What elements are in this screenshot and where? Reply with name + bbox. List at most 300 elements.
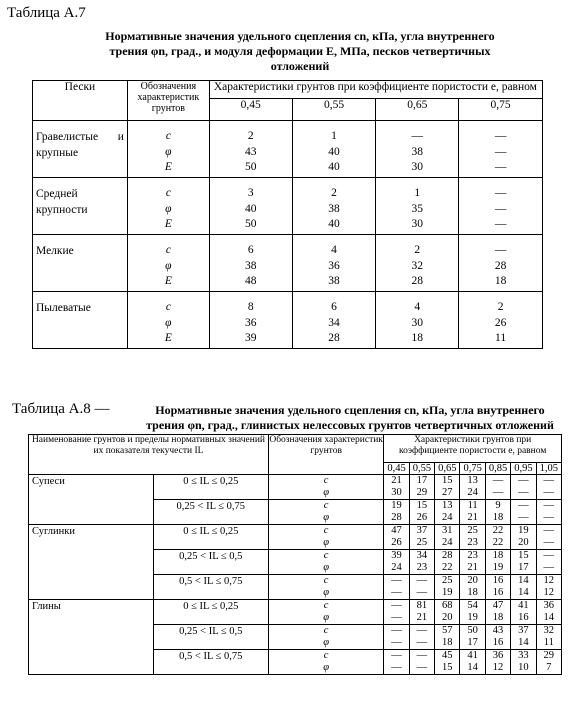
table-a8-sym-cell bbox=[268, 650, 383, 675]
table-a8-value-cell bbox=[536, 650, 561, 675]
table-a7-sym: E bbox=[164, 275, 172, 287]
table-a8-value-cell bbox=[485, 575, 510, 600]
table-a8-sym-cell bbox=[268, 600, 383, 625]
table-a7-value-cell bbox=[292, 178, 376, 235]
table-a8-value: — bbox=[416, 637, 428, 648]
table-a8-value-cell bbox=[460, 625, 485, 650]
table-a8-value: 16 bbox=[492, 575, 504, 586]
table-a8-value-cell bbox=[384, 650, 409, 675]
table-a7-sand-name: Средней крупности bbox=[33, 178, 128, 235]
table-a8-e-value: 0,65 bbox=[435, 463, 460, 475]
table-a8-value-cell bbox=[485, 500, 510, 525]
table-a8-value-cell bbox=[384, 500, 409, 525]
table-a8-value: 14 bbox=[467, 662, 478, 673]
table-a8-value: 81 bbox=[416, 600, 428, 611]
table-a8-value: 32 bbox=[543, 625, 555, 636]
table-a8-value-cell bbox=[511, 625, 536, 650]
table-a8-value-cell bbox=[384, 600, 409, 625]
table-a8-value: 28 bbox=[442, 550, 453, 561]
table-a8-sym: c bbox=[323, 525, 329, 536]
table-a7-value: 35 bbox=[411, 202, 424, 215]
table-a8-range: 0 ≤ IL ≤ 0,25 bbox=[153, 475, 268, 500]
table-a8-sym: c bbox=[323, 500, 329, 511]
table-a7-value: 34 bbox=[328, 316, 340, 329]
table-a8-e-value: 1,05 bbox=[536, 463, 561, 475]
table-a8-value: 21 bbox=[416, 612, 428, 623]
table-a8-value: 16 bbox=[492, 637, 504, 648]
table-a8-value-cell bbox=[511, 575, 536, 600]
table-a8-value: — bbox=[492, 487, 504, 498]
table-a8-sym-cell bbox=[268, 575, 383, 600]
table-a8-value-cell bbox=[460, 650, 485, 675]
table-a8-value: 19 bbox=[442, 587, 453, 598]
table-a8-value-cell bbox=[435, 500, 460, 525]
table-a8-value: 25 bbox=[442, 575, 453, 586]
table-a8-value: 19 bbox=[518, 525, 529, 536]
table-a8-value: 21 bbox=[467, 512, 478, 523]
table-a7-value: — bbox=[494, 244, 507, 256]
table-a7-value-cell bbox=[292, 121, 376, 178]
table-a8-value: — bbox=[518, 475, 529, 486]
table-a8-value: 25 bbox=[467, 525, 478, 536]
table-a8-sym: φ bbox=[323, 637, 330, 648]
table-a8-sym: c bbox=[323, 475, 329, 486]
table-a7-value: 2 bbox=[331, 187, 337, 199]
table-a7-value-cell bbox=[209, 121, 292, 178]
table-a7-value: 8 bbox=[247, 301, 254, 313]
table-a8-value: 18 bbox=[467, 587, 478, 598]
table-a8-sym: c bbox=[323, 600, 329, 611]
table-a7-value: 38 bbox=[328, 202, 340, 215]
table-a7-value: 36 bbox=[244, 316, 257, 329]
table-a8-value-cell bbox=[409, 500, 434, 525]
table-a8-value: 14 bbox=[518, 637, 529, 648]
table-a7-sym: c bbox=[165, 130, 171, 142]
table-a8-value: 18 bbox=[492, 512, 504, 523]
table-a8-value-cell bbox=[511, 525, 536, 550]
table-a7-value-cell bbox=[459, 235, 543, 292]
table-a7-value: 38 bbox=[244, 259, 257, 272]
table-a8-value: — bbox=[492, 475, 504, 486]
table-a8-value: 18 bbox=[492, 612, 504, 623]
table-a7-value: — bbox=[494, 161, 507, 173]
table-a8-group-name: Глины bbox=[29, 600, 154, 675]
table-a8-value-cell bbox=[536, 600, 561, 625]
table-a8-value-cell bbox=[409, 625, 434, 650]
table-a7-value-cell bbox=[376, 292, 459, 349]
table-a8-value: 17 bbox=[518, 562, 529, 573]
table-a8-value-cell bbox=[384, 625, 409, 650]
table-a7-sym: E bbox=[164, 218, 172, 230]
table-a8-value: — bbox=[416, 575, 428, 586]
table-a7-value: 6 bbox=[331, 301, 337, 313]
table-a8-value: 24 bbox=[391, 562, 402, 573]
table-a7-value: 28 bbox=[494, 259, 507, 272]
table-a8-value-cell bbox=[384, 525, 409, 550]
table-a7-sym: φ bbox=[165, 202, 172, 215]
table-a8-range: 0,25 < IL ≤ 0,5 bbox=[153, 550, 268, 575]
table-a8-value: 19 bbox=[391, 500, 402, 511]
table-a8-range: 0,25 < IL ≤ 0,75 bbox=[153, 500, 268, 525]
table-a8-value: 7 bbox=[546, 662, 552, 673]
table-a8-value: 68 bbox=[442, 600, 453, 611]
table-a8-value: 26 bbox=[391, 537, 402, 548]
table-a8-value-cell bbox=[511, 500, 536, 525]
table-a7-sym-cell bbox=[127, 235, 209, 292]
table-a8-value: 17 bbox=[467, 637, 478, 648]
table-a7-row bbox=[33, 292, 543, 349]
table-a8-value: 14 bbox=[543, 612, 555, 623]
table-a7-value: 18 bbox=[494, 275, 507, 287]
table-a8-value-cell bbox=[460, 475, 485, 500]
table-a8-value-cell bbox=[409, 550, 434, 575]
table-a8-sym-cell bbox=[268, 500, 383, 525]
table-a7-sand-name: Мелкие bbox=[33, 235, 128, 292]
table-a8-value-cell bbox=[485, 525, 510, 550]
table-a7-value: 40 bbox=[244, 202, 257, 215]
table-a8-value-cell bbox=[511, 650, 536, 675]
table-a8-value: 43 bbox=[492, 625, 504, 636]
table-a8-e-value: 0,55 bbox=[409, 463, 434, 475]
table-a8-caption-line1: Нормативные значения удельного сцепления cn, кПа, угла внутреннего bbox=[155, 403, 545, 417]
table-a8-sym-cell bbox=[268, 475, 383, 500]
table-a8-sym: c bbox=[323, 625, 329, 636]
table-a8-value-cell bbox=[536, 475, 561, 500]
table-a8-value-cell bbox=[536, 575, 561, 600]
table-a8-value: — bbox=[391, 575, 402, 586]
table-a8-sym: φ bbox=[323, 487, 330, 498]
table-a8-value: 37 bbox=[518, 625, 529, 636]
table-a8-value-cell bbox=[536, 525, 561, 550]
table-a8-value: 15 bbox=[442, 662, 453, 673]
table-a8-value: 28 bbox=[391, 512, 402, 523]
table-a7-value: 18 bbox=[411, 332, 424, 344]
table-a8-value: 19 bbox=[467, 612, 478, 623]
table-a8-value: 29 bbox=[543, 650, 555, 661]
table-a8-sym: φ bbox=[323, 537, 330, 548]
table-a8-value-cell bbox=[536, 500, 561, 525]
table-a8-value: 14 bbox=[518, 575, 529, 586]
table-a8-value-cell bbox=[435, 475, 460, 500]
table-a8-value-cell bbox=[435, 650, 460, 675]
table-a7-value: 4 bbox=[331, 244, 337, 256]
table-a8-value: 15 bbox=[442, 475, 453, 486]
table-a8-sym-cell bbox=[268, 550, 383, 575]
table-a8-value: 24 bbox=[467, 487, 478, 498]
table-a7-value: 38 bbox=[411, 145, 424, 158]
table-a8-value: 9 bbox=[495, 500, 501, 511]
table-a8-value: 21 bbox=[391, 475, 402, 486]
table-a8-value-cell bbox=[409, 650, 434, 675]
table-a7-value: 40 bbox=[328, 161, 340, 173]
table-a7-e-value: 0,55 bbox=[292, 99, 376, 121]
table-a7-e-value: 0,65 bbox=[376, 99, 459, 121]
table-a8-range: 0,25 < IL ≤ 0,5 bbox=[153, 625, 268, 650]
table-a8-sym: φ bbox=[323, 612, 330, 623]
table-a8-value: 25 bbox=[416, 537, 428, 548]
table-a8-value: — bbox=[416, 650, 428, 661]
table-a8-value: 30 bbox=[391, 487, 402, 498]
table-a7-sym: φ bbox=[165, 316, 172, 329]
table-a7-sand-name: Гравелистые и крупные bbox=[33, 121, 128, 178]
table-a7-value: 6 bbox=[247, 244, 254, 256]
table-a8-range: 0,5 < IL ≤ 0,75 bbox=[153, 650, 268, 675]
table-a8-value: 22 bbox=[492, 525, 504, 536]
table-a7-header-sym: Обозначения характеристик грунтов bbox=[127, 81, 209, 121]
table-a8-value: — bbox=[518, 500, 529, 511]
table-a8-value-cell bbox=[511, 550, 536, 575]
table-a8-sym-cell bbox=[268, 525, 383, 550]
table-a8-value: 21 bbox=[467, 562, 478, 573]
table-a8-sym: φ bbox=[323, 662, 330, 673]
table-a8-value: — bbox=[518, 512, 529, 523]
table-a7-value: 39 bbox=[244, 332, 257, 344]
table-a8-value: 24 bbox=[442, 537, 453, 548]
table-a7-value: — bbox=[494, 187, 507, 199]
table-a7-value: 30 bbox=[411, 161, 424, 173]
table-a8-value: 19 bbox=[492, 562, 504, 573]
table-a8-range: 0 ≤ IL ≤ 0,25 bbox=[153, 600, 268, 625]
table-a7-value-cell bbox=[459, 121, 543, 178]
table-a8-sym: c bbox=[323, 650, 329, 661]
table-a7-value: 2 bbox=[414, 244, 421, 256]
table-a7-value: — bbox=[411, 130, 424, 142]
table-a7-caption-line3: отложений bbox=[270, 59, 330, 73]
table-a8-value-cell bbox=[460, 525, 485, 550]
table-a8-value: 37 bbox=[416, 525, 428, 536]
table-a7-sym: c bbox=[165, 244, 171, 256]
table-a8-value-cell bbox=[435, 525, 460, 550]
table-a8-value: 18 bbox=[492, 550, 504, 561]
table-a7-row bbox=[33, 178, 543, 235]
table-a8-value-cell bbox=[460, 575, 485, 600]
table-a8-value: — bbox=[416, 625, 428, 636]
table-a7-value-cell bbox=[459, 178, 543, 235]
table-a8-value: 45 bbox=[442, 650, 453, 661]
table-a8-value: — bbox=[416, 587, 428, 598]
table-a7-value: 32 bbox=[411, 259, 424, 272]
table-a8-value-cell bbox=[485, 650, 510, 675]
table-a8 bbox=[28, 434, 562, 675]
table-a7-value: — bbox=[494, 130, 507, 142]
table-a8-value: 36 bbox=[543, 600, 555, 611]
table-a8-value: 17 bbox=[416, 475, 428, 486]
table-a7-value-cell bbox=[209, 292, 292, 349]
table-a8-value: 11 bbox=[543, 637, 554, 648]
table-a8-row bbox=[29, 525, 562, 550]
table-a7-value: 1 bbox=[414, 187, 421, 199]
table-a7-row bbox=[33, 121, 543, 178]
table-a8-value-cell bbox=[460, 600, 485, 625]
table-a8-value: 14 bbox=[518, 587, 529, 598]
table-a8-value: — bbox=[391, 612, 402, 623]
table-a8-sym: φ bbox=[323, 587, 330, 598]
table-a8-value: 15 bbox=[518, 550, 529, 561]
table-a8-e-value: 0,75 bbox=[460, 463, 485, 475]
table-a8-value-cell bbox=[511, 475, 536, 500]
table-a7-value: 4 bbox=[414, 301, 421, 313]
table-a7-caption bbox=[60, 29, 540, 74]
table-a7-sym: E bbox=[164, 161, 172, 173]
table-a7-caption-line1: Нормативные значения удельного сцепления cn, кПа, угла внутреннего bbox=[105, 29, 495, 43]
table-a8-value-cell bbox=[409, 600, 434, 625]
table-a8-value: 13 bbox=[467, 475, 478, 486]
table-a8-group-name: Суглинки bbox=[29, 525, 154, 600]
table-a8-sym: c bbox=[323, 575, 329, 586]
table-a8-value: 11 bbox=[467, 500, 478, 511]
table-a8-value: 29 bbox=[416, 487, 428, 498]
table-a8-value: 41 bbox=[467, 650, 478, 661]
table-a8-value-cell bbox=[511, 600, 536, 625]
table-a8-group-name: Супеси bbox=[29, 475, 154, 525]
table-a7-value: 3 bbox=[247, 187, 254, 199]
table-a8-value: 16 bbox=[518, 612, 529, 623]
table-a8-value-cell bbox=[409, 575, 434, 600]
table-a7-value: 30 bbox=[411, 316, 424, 329]
table-a8-value: 57 bbox=[442, 625, 453, 636]
table-a8-sym: φ bbox=[323, 562, 330, 573]
table-a7-value: 1 bbox=[331, 130, 337, 142]
table-a7-sym: c bbox=[165, 301, 171, 313]
table-a8-e-value: 0,85 bbox=[485, 463, 510, 475]
table-a8-value: 24 bbox=[442, 512, 453, 523]
table-a7-header-group: Характеристики грунтов при коэффициенте пористости e, равном bbox=[209, 81, 542, 99]
table-a8-value: 39 bbox=[391, 550, 402, 561]
table-a7-value: 43 bbox=[244, 145, 257, 158]
table-a8-value: 12 bbox=[492, 662, 504, 673]
table-a8-value: — bbox=[391, 637, 402, 648]
table-a8-header-sym: Обозначения характеристик грунтов bbox=[268, 435, 383, 475]
table-a8-value: 15 bbox=[416, 500, 428, 511]
table-a7-value: 26 bbox=[494, 316, 507, 329]
table-a8-e-value: 0,45 bbox=[384, 463, 409, 475]
table-a7-value: 36 bbox=[328, 259, 340, 272]
table-a8-value-cell bbox=[485, 625, 510, 650]
table-a7-label: Таблица А.7 bbox=[7, 5, 86, 21]
table-a7-value-cell bbox=[376, 235, 459, 292]
table-a8-value: 18 bbox=[442, 637, 453, 648]
table-a8-value-cell bbox=[536, 625, 561, 650]
table-a8-value: 16 bbox=[492, 587, 504, 598]
table-a8-value: 10 bbox=[518, 662, 529, 673]
table-a7-value: — bbox=[494, 218, 507, 230]
table-a8-range: 0 ≤ IL ≤ 0,25 bbox=[153, 525, 268, 550]
table-a8-value-cell bbox=[435, 625, 460, 650]
table-a7-value: 28 bbox=[328, 332, 340, 344]
table-a8-value: 36 bbox=[492, 650, 504, 661]
table-a7-sym-cell bbox=[127, 121, 209, 178]
table-a7-value: 2 bbox=[247, 130, 254, 142]
table-a8-caption-line2: трения φn, град., глинистых нелессовых грунтов четвертичных отложений bbox=[146, 418, 554, 432]
table-a7-caption-line2: трения φn, град., и модуля деформации E, МПа, песков четвертичных bbox=[109, 44, 491, 58]
table-a8-value: — bbox=[543, 500, 555, 511]
table-a7-value: — bbox=[494, 202, 507, 215]
table-a7-sym: φ bbox=[165, 259, 172, 272]
table-a7-value: 48 bbox=[244, 275, 257, 287]
table-a8-value: 23 bbox=[416, 562, 428, 573]
table-a8-value: 47 bbox=[391, 525, 402, 536]
table-a8-row bbox=[29, 600, 562, 625]
table-a8-value: 50 bbox=[467, 625, 478, 636]
table-a8-row bbox=[29, 475, 562, 500]
table-a7-e-value: 0,75 bbox=[459, 99, 543, 121]
table-a7 bbox=[32, 80, 543, 349]
table-a7-value: 40 bbox=[328, 145, 340, 158]
table-a7-sym: φ bbox=[165, 145, 172, 158]
table-a7-value: 2 bbox=[497, 301, 504, 313]
table-a8-value: 27 bbox=[442, 487, 453, 498]
table-a8-value-cell bbox=[435, 550, 460, 575]
table-a7-value: — bbox=[494, 145, 507, 158]
table-a8-value: 33 bbox=[518, 650, 529, 661]
table-a8-value-cell bbox=[435, 600, 460, 625]
table-a7-sym-cell bbox=[127, 178, 209, 235]
table-a8-value: — bbox=[543, 537, 555, 548]
table-a8-sym-cell bbox=[268, 625, 383, 650]
table-a8-value: 22 bbox=[442, 562, 453, 573]
table-a8-value-cell bbox=[485, 550, 510, 575]
table-a8-value: 12 bbox=[543, 575, 555, 586]
table-a7-value: 30 bbox=[411, 218, 424, 230]
table-a8-value: — bbox=[391, 600, 402, 611]
table-a7-header-sand: Пески bbox=[33, 81, 128, 121]
table-a8-value-cell bbox=[435, 575, 460, 600]
table-a7-value-cell bbox=[459, 292, 543, 349]
table-a7-row bbox=[33, 235, 543, 292]
table-a7-value: 11 bbox=[495, 332, 507, 344]
table-a8-value-cell bbox=[460, 500, 485, 525]
table-a8-header-group: Характеристики грунтов при коэффициенте пористости e, равном bbox=[384, 435, 562, 463]
table-a7-value: 50 bbox=[244, 218, 257, 230]
table-a7-value-cell bbox=[209, 178, 292, 235]
table-a7-value-cell bbox=[209, 235, 292, 292]
table-a8-value: — bbox=[543, 550, 555, 561]
table-a8-value: 26 bbox=[416, 512, 428, 523]
table-a8-value: 34 bbox=[416, 550, 428, 561]
table-a8-value-cell bbox=[384, 575, 409, 600]
table-a7-value-cell bbox=[292, 292, 376, 349]
table-a7-sym: E bbox=[164, 332, 172, 344]
table-a8-value: 23 bbox=[467, 537, 478, 548]
table-a8-value: 23 bbox=[467, 550, 478, 561]
table-a7-value-cell bbox=[376, 178, 459, 235]
table-a8-value-cell bbox=[384, 475, 409, 500]
table-a7-value-cell bbox=[376, 121, 459, 178]
table-a8-value-cell bbox=[485, 475, 510, 500]
table-a7-value: 38 bbox=[328, 275, 340, 287]
table-a8-value: — bbox=[543, 562, 555, 573]
table-a8-value: — bbox=[391, 625, 402, 636]
table-a7-sym-cell bbox=[127, 292, 209, 349]
table-a8-value: 13 bbox=[442, 500, 453, 511]
table-a8-value: 20 bbox=[467, 575, 478, 586]
table-a7-e-value: 0,45 bbox=[209, 99, 292, 121]
table-a8-header-name: Наименование грунтов и пределы нормативных значений их показателя текучести IL bbox=[29, 435, 269, 475]
table-a8-value: — bbox=[518, 487, 529, 498]
table-a8-value: 47 bbox=[492, 600, 504, 611]
table-a8-value-cell bbox=[485, 600, 510, 625]
table-a8-value: 31 bbox=[442, 525, 453, 536]
table-a8-sym: φ bbox=[323, 512, 330, 523]
table-a8-sym: c bbox=[323, 550, 329, 561]
table-a8-value: 20 bbox=[518, 537, 529, 548]
table-a8-e-value: 0,95 bbox=[511, 463, 536, 475]
table-a7-value: 50 bbox=[244, 161, 257, 173]
table-a8-value-cell bbox=[409, 525, 434, 550]
table-a8-value: — bbox=[543, 475, 555, 486]
table-a8-value: 20 bbox=[442, 612, 453, 623]
table-a8-value: — bbox=[543, 487, 555, 498]
